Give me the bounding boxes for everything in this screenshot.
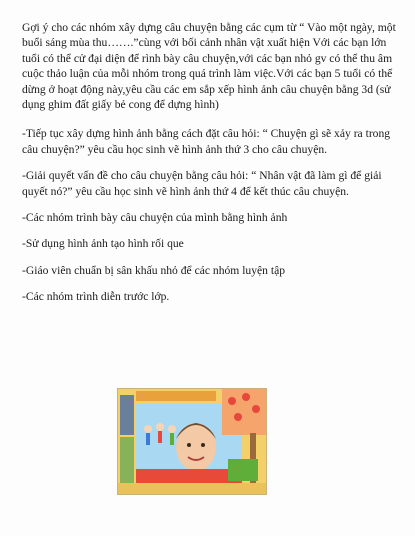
paragraph-mini-stage: -Giáo viên chuẩn bị sân khấu nhỏ để các nhóm luyện tập xyxy=(22,263,286,277)
photo-illustration xyxy=(118,389,266,494)
paragraph-step-4: -Giải quyết vấn đề cho câu chuyện bằng câu hỏi: “ Nhân vật đã làm gì để giải quyết nó?” yêu cầu học sinh vẽ hình ảnh thứ 4 để kết thúc câu chuyện. xyxy=(22,169,382,198)
stick-puppets xyxy=(144,423,176,445)
classroom-photo xyxy=(117,388,267,495)
stage-front xyxy=(136,469,242,483)
left-grass xyxy=(120,437,134,487)
paragraph-perform: -Các nhóm trình diễn trước lớp. xyxy=(22,290,170,304)
fruit xyxy=(228,397,236,405)
right-grass xyxy=(228,459,258,481)
paragraph-intro: Gợi ý cho các nhóm xây dựng câu chuyện bằng các cụm từ “ Vào một ngày, một buổi sáng mùa thu…….”cùng với bối cảnh nhân vật xuất hiện Với các bạn lớn tuổi có thể cử đại diện để rình bày câu chuyện,với các bạn nhỏ gv có thể thu âm cuộc thảo luận của mỗi nhóm trong quá trình làm việc.Với các bạn 5 tuổi có thể dừng ở hoạt động này,yêu cầu các em sắp xếp hình ảnh câu chuyện bằng 3d (sử dụng ghim đất giấy bẻ cong để dựng hình) xyxy=(22,21,396,112)
paragraph-stick-puppets: -Sử dụng hình ảnh tạo hình rối que xyxy=(22,237,184,251)
fruit xyxy=(234,413,242,421)
document-body xyxy=(22,20,400,316)
paragraph-step-3: -Tiếp tục xây dựng hình ảnh bằng cách đặt câu hỏi: “ Chuyện gì sẽ xảy ra trong câu chuyện?” yêu cầu học sinh vẽ hình ảnh thứ 3 cho câu chuyện. xyxy=(22,127,391,156)
left-panel xyxy=(120,395,134,435)
top-bar xyxy=(136,391,216,401)
frame-bottom xyxy=(118,483,266,494)
paragraph-present: -Các nhóm trình bày câu chuyện của mình bằng hình ảnh xyxy=(22,211,288,225)
fruit xyxy=(242,393,250,401)
fruit xyxy=(252,405,260,413)
